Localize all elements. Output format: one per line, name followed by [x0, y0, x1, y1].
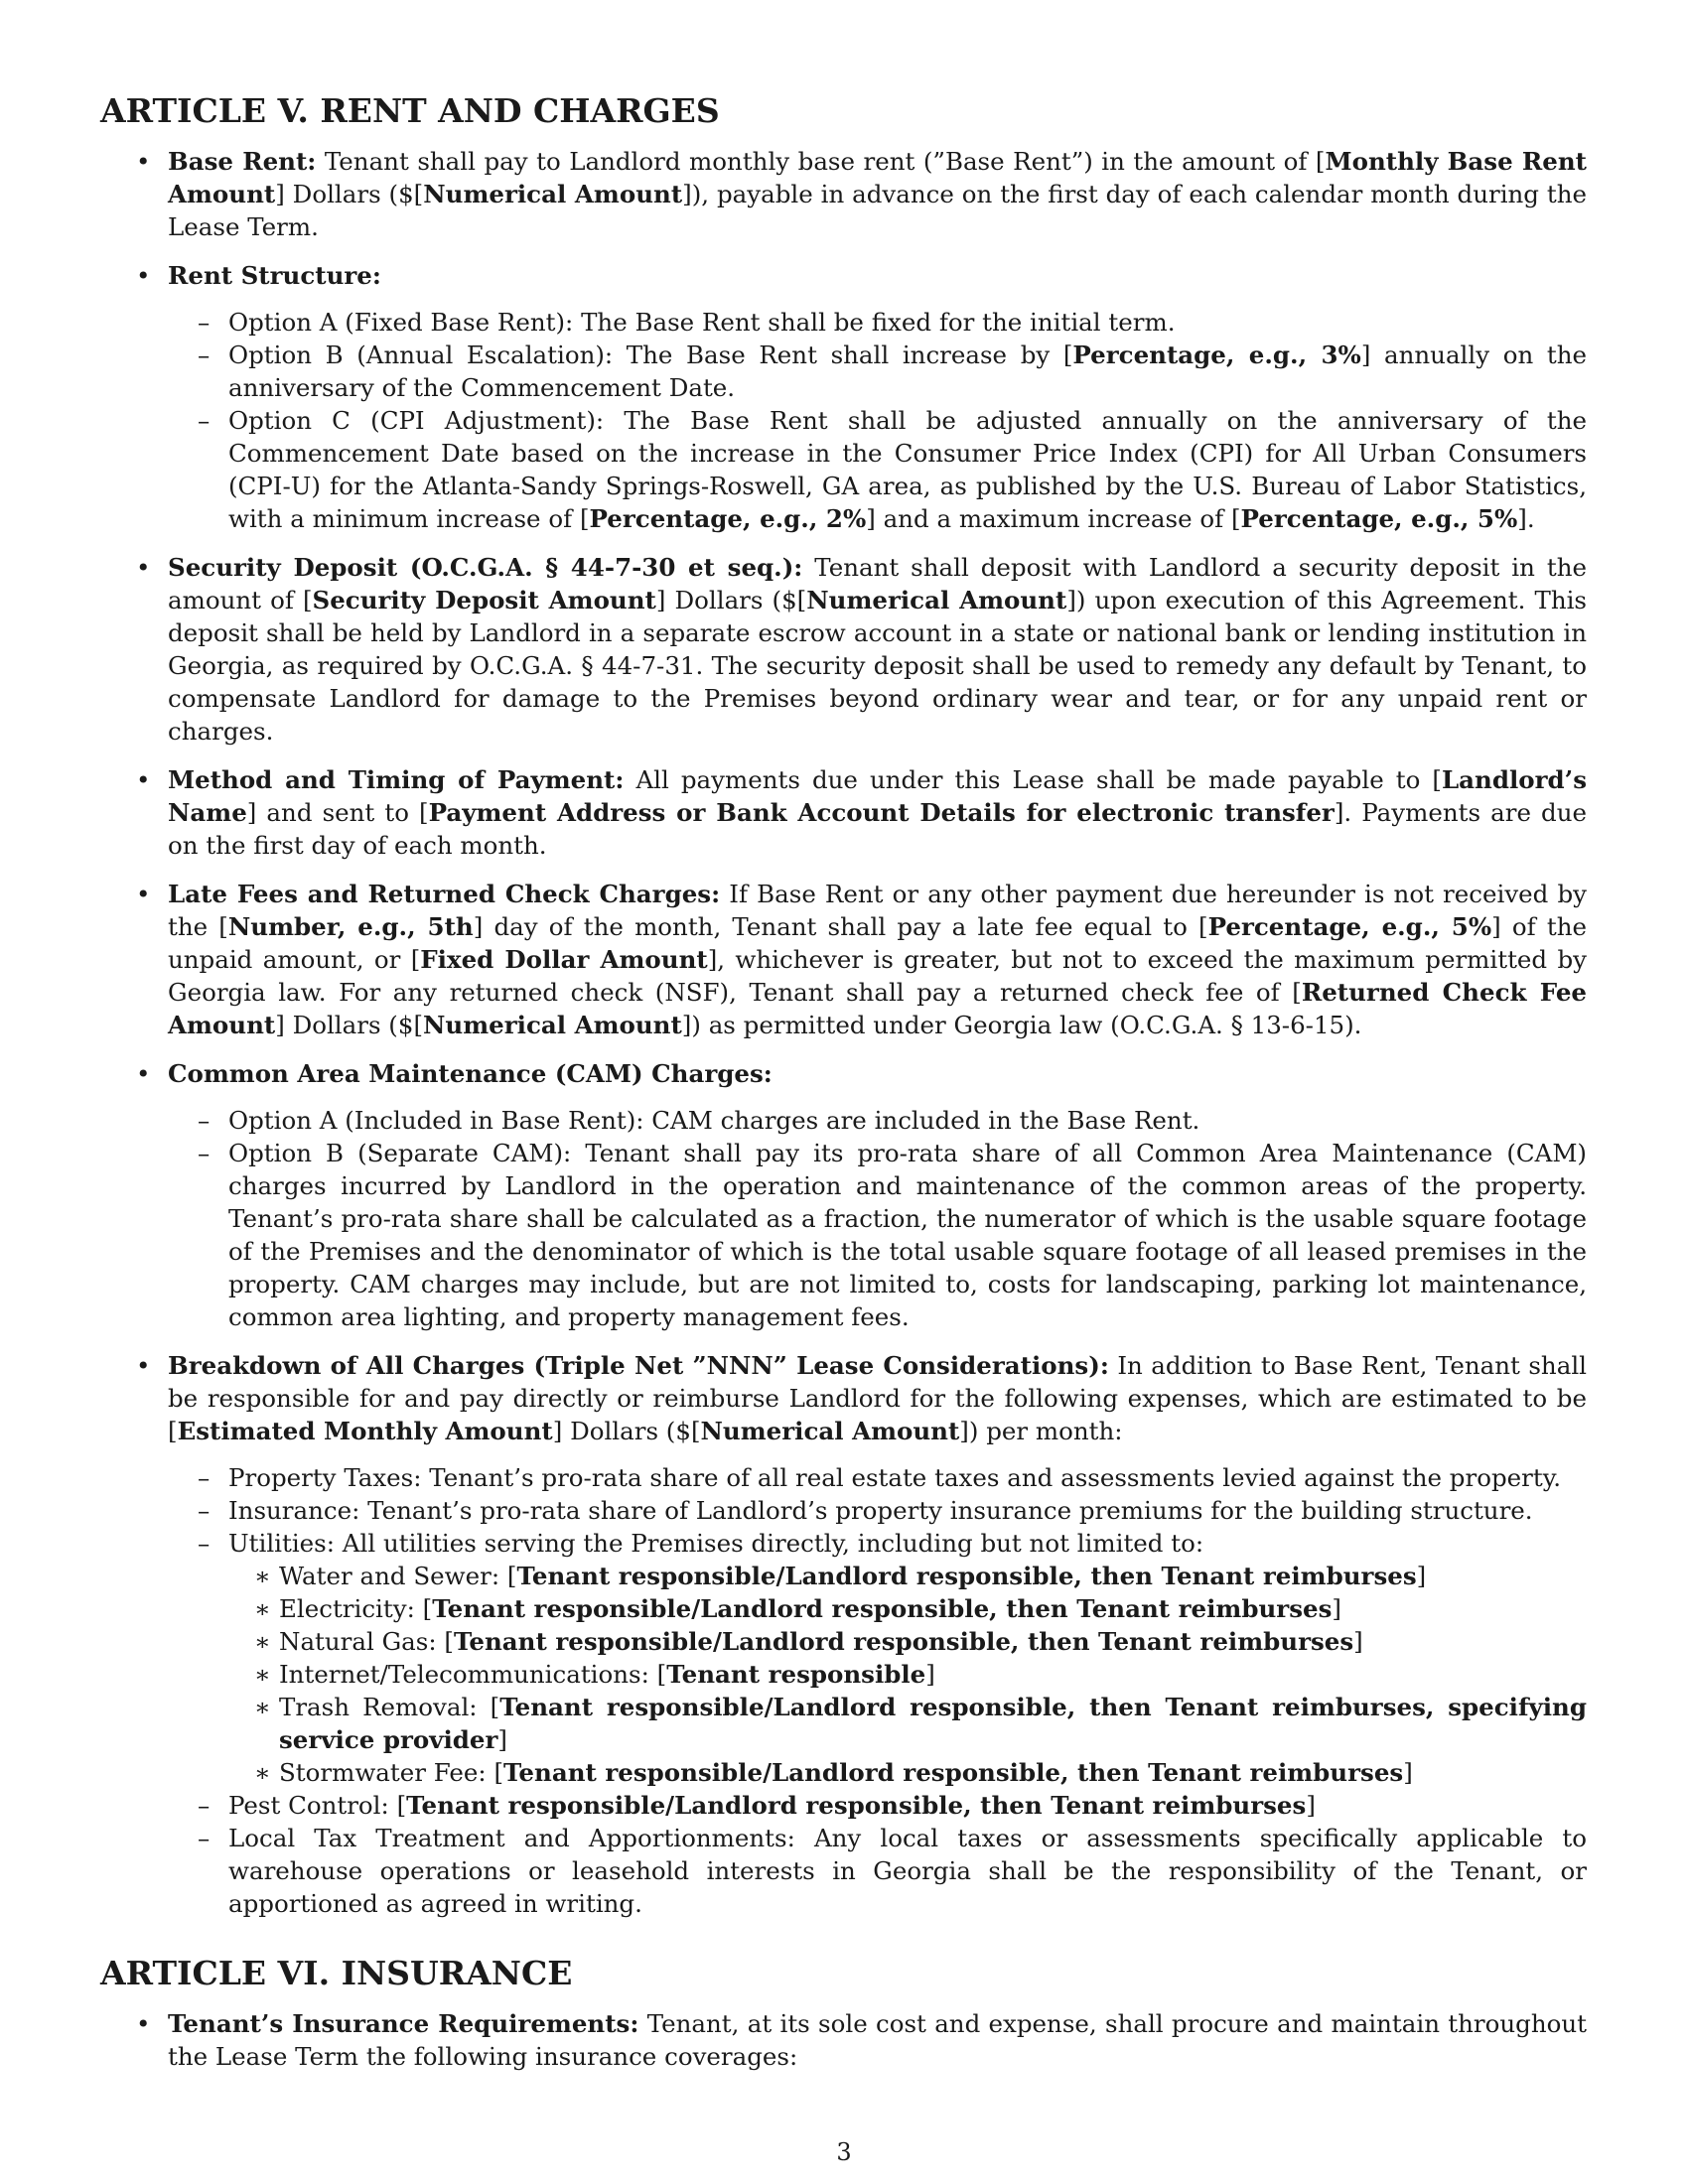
base-rent-text: Tenant shall pay to Landlord monthly base rent (”Base Rent”) in the amount of [ [316, 147, 1326, 176]
rent-option-a: – Option A (Fixed Base Rent): The Base Rent shall be fixed for the initial term. [168, 306, 1587, 339]
clause-placeholder: Numerical Amount [423, 1011, 682, 1039]
charges-breakdown-clause [100, 1349, 1587, 1920]
article-v-heading: ARTICLE V. RENT AND CHARGES [100, 91, 720, 130]
utilities-list [228, 1560, 1587, 1789]
option-text: ] and a maximum increase of [ [866, 504, 1241, 533]
cam-label: Common Area Maintenance (CAM) Charges: [168, 1059, 773, 1088]
property-taxes-item: – Property Taxes: Tenant’s pro-rata share of all real estate taxes and assessments levied against the property. [168, 1461, 1587, 1494]
utility-name: Natural Gas: [279, 1627, 445, 1656]
cam-option-a: – Option A (Included in Base Rent): CAM charges are included in the Base Rent. [168, 1104, 1587, 1137]
utility-responsibility: Tenant responsible/Landlord responsible, then Tenant reimburses, specifying service provider [279, 1693, 1587, 1754]
charges-list [168, 1461, 1587, 1920]
clause-text: If Base Rent or any other payment due hereunder is not received by the [ [168, 880, 1587, 941]
option-placeholder: Percentage, e.g., 2% [589, 504, 867, 533]
clause-text: Tenant shall deposit with Landlord a security deposit in the amount of [ [168, 553, 1587, 614]
payment-label: Method and Timing of Payment: [168, 765, 625, 794]
charge-name: Pest Control: [228, 1791, 397, 1820]
utility-name: Electricity: [279, 1594, 423, 1623]
article-v-clauses [100, 145, 1587, 1920]
tenant-insurance-label: Tenant’s Insurance Requirements: [168, 2009, 639, 2038]
base-rent-text: ] Dollars ($[ [275, 180, 424, 208]
option-text: Option B (Annual Escalation): The Base Rent shall increase by [ [228, 341, 1073, 369]
clause-placeholder: Landlord’s Name [168, 765, 1587, 827]
utility-responsibility: Tenant responsible [666, 1660, 926, 1689]
late-fees-label: Late Fees and Returned Check Charges: [168, 880, 721, 908]
base-rent-placeholder: Monthly Base Rent Amount [168, 147, 1587, 208]
clause-placeholder: Percentage, e.g., 5% [1207, 912, 1492, 941]
utility-name: Internet/Telecommunications: [279, 1660, 657, 1689]
clause-text: ], whichever is greater, but not to exceed the maximum permitted by Georgia law. For any returned check (NSF), Tenant shall pay a returned check fee of [ [168, 945, 1587, 1007]
tenant-insurance-clause [100, 2007, 1587, 2073]
breakdown-label: Breakdown of All Charges (Triple Net ”NNN” Lease Considerations): [168, 1351, 1109, 1380]
utility-name: Stormwater Fee: [279, 1758, 494, 1787]
clause-text: ] Dollars ($[ [552, 1417, 701, 1445]
clause-text: All payments due under this Lease shall be made payable to [ [624, 765, 1442, 794]
utility-responsibility: Tenant responsible/Landlord responsible, then Tenant reimburses [503, 1758, 1404, 1787]
page-number: 3 [836, 2138, 852, 2166]
rent-structure-label: Rent Structure: [168, 261, 381, 290]
page-content [100, 91, 1587, 2089]
clause-text: ]. Payments are due on the first day of each month. [168, 798, 1588, 860]
clause-placeholder: Returned Check Fee Amount [168, 978, 1587, 1039]
utilities-intro: Utilities: All utilities serving the Premises directly, including but not limited to: [228, 1529, 1204, 1558]
utility-responsibility: Tenant responsible/Landlord responsible, then Tenant reimburses [432, 1594, 1333, 1623]
clause-text: ]) per month: [959, 1417, 1123, 1445]
utility-electricity: ∗ Electricity: [Tenant responsible/Landlord responsible, then Tenant reimburses] [228, 1592, 1587, 1625]
rent-structure-clause [100, 259, 1587, 535]
payment-clause [100, 763, 1587, 862]
clause-text: ] Dollars ($[ [655, 586, 807, 614]
clause-placeholder: Estimated Monthly Amount [177, 1417, 553, 1445]
utility-responsibility: Tenant responsible/Landlord responsible, then Tenant reimburses [516, 1562, 1417, 1590]
utility-internet: ∗ Internet/Telecommunications: [Tenant responsible] [228, 1658, 1587, 1691]
option-text: Option C (CPI Adjustment): The Base Rent shall be adjusted annually on the anniversary of the Commencement Date based on the increase in the Consumer Price Index (CPI) for All Urban Consumers (CPI-U) for the Atlanta-Sandy Springs-Roswell, GA area, as published by the U.S. Bureau of Labor Statistics, with a minimum increase of [ [228, 406, 1587, 533]
utilities-item [168, 1527, 1587, 1789]
clause-text: ] day of the month, Tenant shall pay a late fee equal to [ [473, 912, 1208, 941]
rent-option-b [168, 339, 1587, 404]
cam-clause [100, 1057, 1587, 1333]
clause-text: ] and sent to [ [246, 798, 429, 827]
charge-responsibility: Tenant responsible/Landlord responsible, then Tenant reimburses [406, 1791, 1307, 1820]
base-rent-text: ]), payable in advance on the first day of each calendar month during the Lease Term. [168, 180, 1588, 241]
clause-text: In addition to Base Rent, Tenant shall be responsible for and pay directly or reimburse Landlord for the following expenses, which are estimated to be [ [168, 1351, 1587, 1445]
clause-text: ]) as permitted under Georgia law (O.C.G.A. § 13-6-15). [681, 1011, 1362, 1039]
base-rent-label: Base Rent: [168, 147, 317, 176]
local-tax-item: – Local Tax Treatment and Apportionments: Any local taxes or assessments specifically applicable to warehouse operations or leasehold interests in Georgia shall be the responsibility of the Tenant, or apportioned as agreed in writing. [168, 1822, 1587, 1920]
utility-name: Trash Removal: [279, 1693, 491, 1721]
rent-option-c [168, 404, 1587, 535]
utility-natural-gas: ∗ Natural Gas: [Tenant responsible/Landlord responsible, then Tenant reimburses] [228, 1625, 1587, 1658]
base-rent-placeholder: Numerical Amount [423, 180, 683, 208]
clause-placeholder: Number, e.g., 5th [227, 912, 474, 941]
clause-text: ] of the unpaid amount, or [ [168, 912, 1587, 974]
base-rent-clause [100, 145, 1587, 243]
utility-name: Water and Sewer: [279, 1562, 507, 1590]
option-text: ]. [1517, 504, 1535, 533]
rent-structure-options [168, 306, 1587, 535]
cam-options [168, 1104, 1587, 1333]
clause-placeholder: Payment Address or Bank Account Details for electronic transfer [428, 798, 1335, 827]
article-vi-heading: ARTICLE VI. INSURANCE [100, 1954, 573, 1992]
clause-text: Tenant, at its sole cost and expense, shall procure and maintain throughout the Lease Term the following insurance coverages: [168, 2009, 1587, 2071]
late-fees-clause [100, 878, 1587, 1041]
clause-text: ] Dollars ($[ [275, 1011, 424, 1039]
option-placeholder: Percentage, e.g., 5% [1240, 504, 1518, 533]
insurance-item: – Insurance: Tenant’s pro-rata share of Landlord’s property insurance premiums for the building structure. [168, 1494, 1587, 1527]
utility-responsibility: Tenant responsible/Landlord responsible, then Tenant reimburses [453, 1627, 1354, 1656]
security-deposit-label: Security Deposit (O.C.G.A. § 44-7-30 et seq.): [168, 553, 803, 582]
option-placeholder: Percentage, e.g., 3% [1072, 341, 1361, 369]
pest-control-item: – Pest Control: [Tenant responsible/Landlord responsible, then Tenant reimburses] [168, 1789, 1587, 1822]
article-vi-clauses [100, 2007, 1587, 2073]
utility-water-sewer: ∗ Water and Sewer: [Tenant responsible/Landlord responsible, then Tenant reimburses] [228, 1560, 1587, 1592]
security-deposit-clause [100, 551, 1587, 748]
clause-placeholder: Fixed Dollar Amount [420, 945, 708, 974]
clause-placeholder: Numerical Amount [700, 1417, 960, 1445]
option-text: ] annually on the anniversary of the Commencement Date. [228, 341, 1587, 402]
clause-placeholder: Security Deposit Amount [312, 586, 656, 614]
utility-trash-removal: ∗ Trash Removal: [Tenant responsible/Landlord responsible, then Tenant reimburses, specifying service provider] [228, 1691, 1587, 1756]
utility-stormwater: ∗ Stormwater Fee: [Tenant responsible/Landlord responsible, then Tenant reimburses] [228, 1756, 1587, 1789]
cam-option-b: – Option B (Separate CAM): Tenant shall pay its pro-rata share of all Common Area Maintenance (CAM) charges incurred by Landlord in the operation and maintenance of the common areas of the property. Tenant’s pro-rata share shall be calculated as a fraction, the numerator of which is the usable square footage of the Premises and the denominator of which is the total usable square footage of all leased premises in the property. CAM charges may include, but are not limited to, costs for landscaping, parking lot maintenance, common area lighting, and property management fees. [168, 1137, 1587, 1333]
clause-placeholder: Numerical Amount [806, 586, 1067, 614]
clause-text: ]) upon execution of this Agreement. This deposit shall be held by Landlord in a separate escrow account in a state or national bank or lending institution in Georgia, as required by O.C.G.A. § 44-7-31. The security deposit shall be used to remedy any default by Tenant, to compensate Landlord for damage to the Premises beyond ordinary wear and tear, or for any unpaid rent or charges. [168, 586, 1588, 746]
